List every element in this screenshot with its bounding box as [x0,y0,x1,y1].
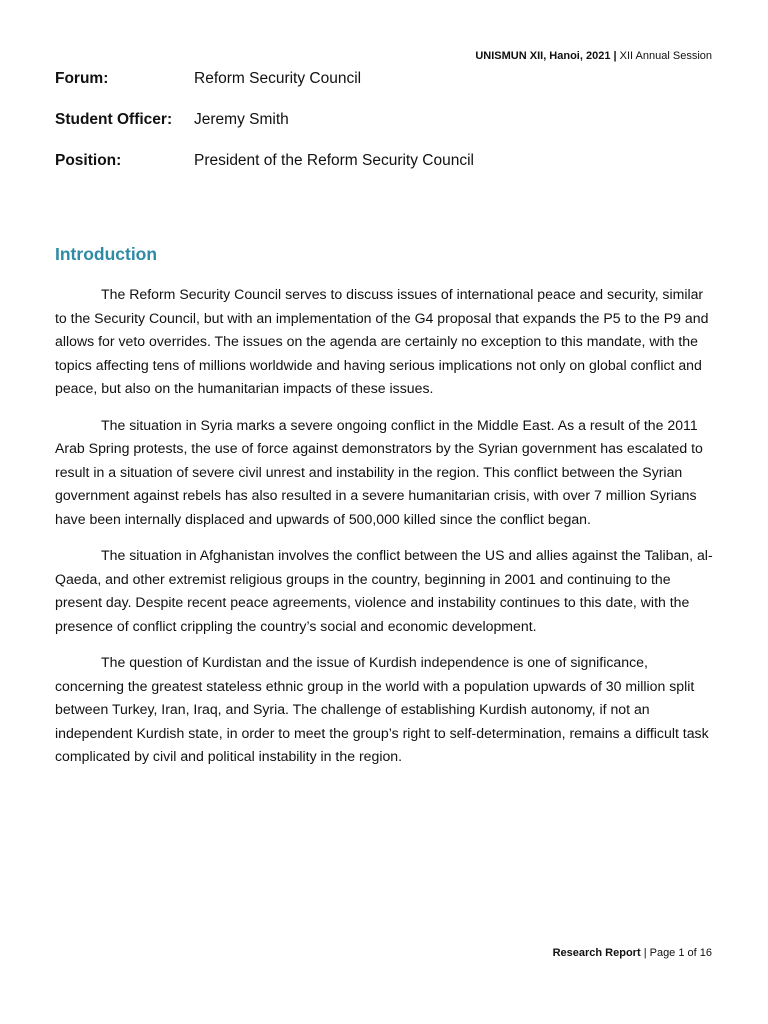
forum-label: Forum: [55,70,109,87]
footer-report: Research Report [552,947,641,959]
header-event: UNISMUN XII, Hanoi, 2021 [475,50,611,62]
header-session: XII Annual Session [619,50,712,62]
forum-row [55,69,715,89]
footer-separator: | [643,947,647,959]
page-header [475,49,712,63]
paragraph: The Reform Security Council serves to discuss issues of international peace and security, similar to the Security Council, but with an implementation of the G4 proposal that expands the P5 to the P9 and allows for veto overrides. The issues on the agenda are certainly no exception to this mandate, with the topics affecting tens of millions worldwide and having serious implications not only on global conflict and peace, but also on the humanitarian impacts of these issues. [55,286,709,397]
header-separator: | [613,50,617,62]
forum-value: Reform Security Council [194,70,362,87]
position-row [55,151,715,171]
student-officer-value: Jeremy Smith [194,111,289,128]
introduction-body [55,283,715,782]
student-officer-label: Student Officer: [55,111,173,128]
position-value: President of the Reform Security Council [194,152,474,169]
paragraph: The situation in Afghanistan involves the conflict between the US and allies against the Taliban, al-Qaeda, and other extremist religious groups in the country, beginning in 2001 and continuing to the present day. Despite recent peace agreements, violence and instability continues to this date, with the presence of conflict crippling the country’s social and economic development. [55,547,713,634]
page-footer [553,946,712,960]
position-label: Position: [55,152,122,169]
paragraph: The question of Kurdistan and the issue of Kurdish independence is one of significance, concerning the greatest stateless ethnic group in the world with a population upwards of 30 million split between Turkey, Iran, Iraq, and Syria. The challenge of establishing Kurdish autonomy, if not an independent Kurdish state, in order to meet the group’s right to self-determination, remains a difficult task complicated by civil and political instability in the region. [55,654,709,765]
paragraph: The situation in Syria marks a severe ongoing conflict in the Middle East. As a result of the 2011 Arab Spring protests, the use of force against demonstrators by the Syrian government has escalated to result in a situation of severe civil unrest and instability in the region. This conflict between the Syrian government against rebels has also resulted in a severe humanitarian crisis, with over 7 million Syrians have been internally displaced and upwards of 500,000 killed since the conflict began. [55,416,703,527]
student-officer-row [55,110,715,130]
section-heading-introduction: Introduction [55,244,158,264]
footer-page-number: Page 1 of 16 [649,947,712,959]
